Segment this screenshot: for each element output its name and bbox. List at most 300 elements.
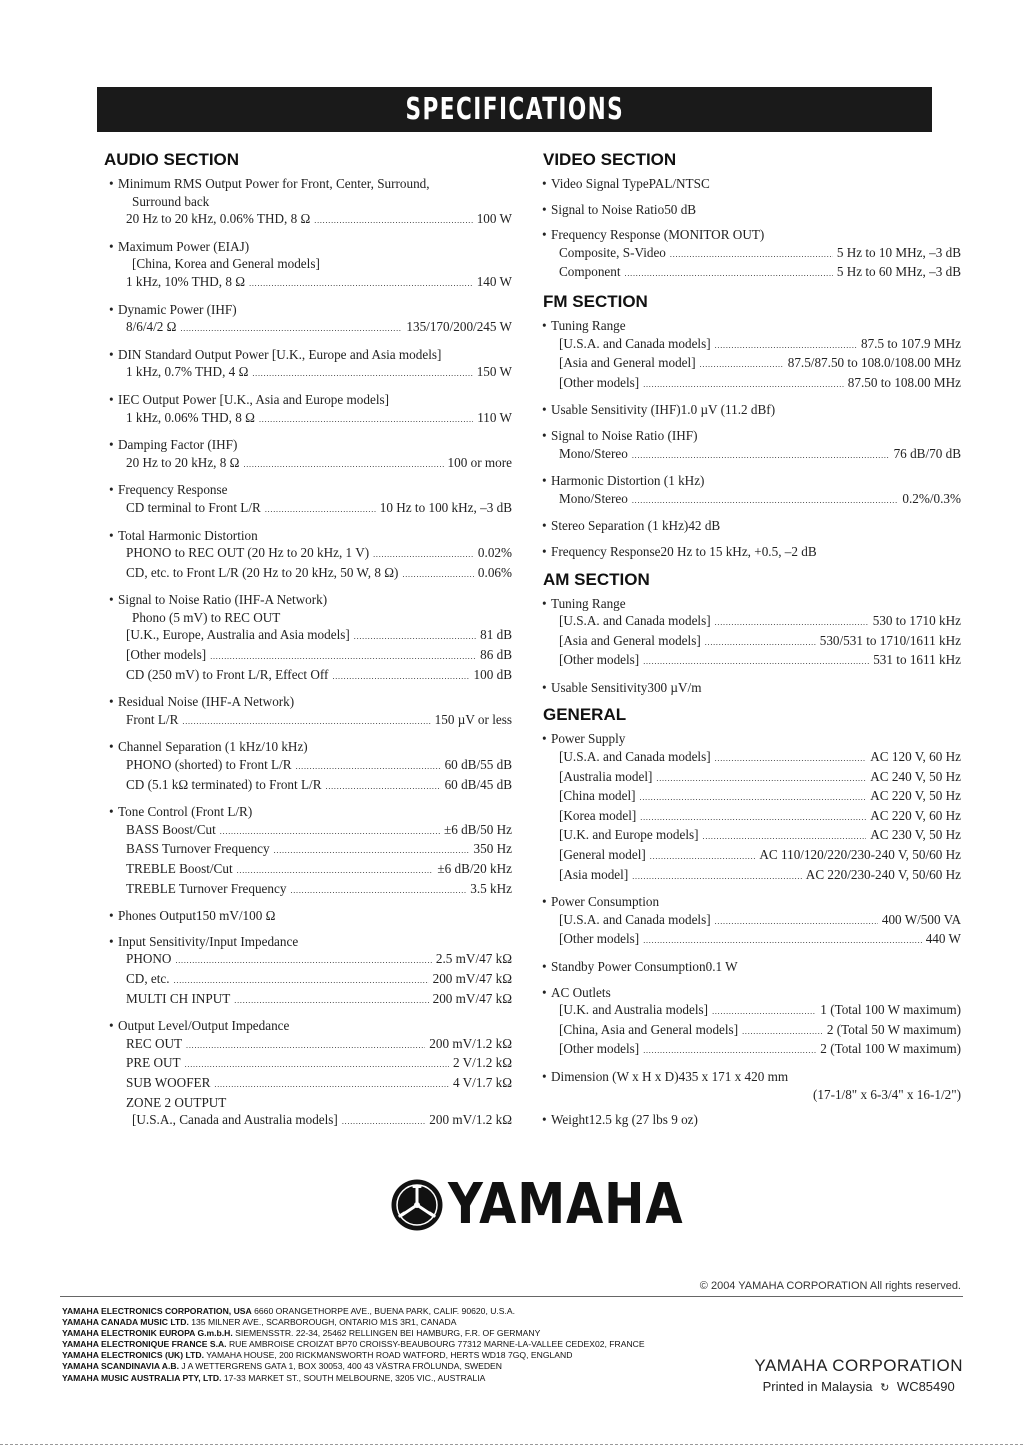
leader-dots xyxy=(314,210,472,230)
spec-item xyxy=(543,175,961,193)
spec-label: • Stereo Separation (1 kHz) xyxy=(551,518,689,534)
spec-line xyxy=(543,445,961,465)
spec-label: BASS Turnover Frequency xyxy=(126,841,270,857)
tuning-forks-emblem-icon xyxy=(390,1178,444,1232)
spec-line xyxy=(543,543,961,561)
spec-value: 3.5 kHz xyxy=(470,880,512,896)
spec-item xyxy=(543,401,961,419)
spec-line xyxy=(110,544,512,564)
spec-item-title: • AC Outlets xyxy=(543,984,961,1002)
spec-label: [General model] xyxy=(559,847,646,863)
spec-line xyxy=(110,646,512,666)
spec-label: Front L/R xyxy=(126,711,179,727)
yamaha-logo xyxy=(390,1172,722,1237)
spec-label: 1 kHz, 0.06% THD, 8 Ω xyxy=(126,409,255,425)
spec-value: 435 x 171 x 420 mm xyxy=(678,1068,789,1084)
company-name: YAMAHA ELECTRONIQUE FRANCE S.A. xyxy=(62,1339,227,1350)
spec-value: PAL/NTSC xyxy=(648,176,710,191)
company-name: YAMAHA ELECTRONICS (UK) LTD. xyxy=(62,1350,204,1361)
leader-dots xyxy=(252,363,472,383)
spec-value: AC 220/230-240 V, 50/60 Hz xyxy=(805,866,961,882)
page-bottom-edge xyxy=(0,1444,1023,1445)
spec-value: 1 (Total 100 W maximum) xyxy=(820,1002,961,1018)
spec-label: [U.S.A. and Canada models] xyxy=(559,911,711,927)
spec-value: 135/170/200/245 W xyxy=(406,319,512,335)
spec-line xyxy=(110,756,512,776)
spec-value: 2.5 mV/47 kΩ xyxy=(435,951,512,967)
spec-label: [Other models] xyxy=(559,652,640,668)
spec-value: 0.06% xyxy=(477,564,512,580)
spec-value: AC 220 V, 60 Hz xyxy=(870,807,961,823)
video-section-title: VIDEO SECTION xyxy=(543,150,677,169)
spec-label: • Phones Output xyxy=(118,908,197,924)
spec-value: 200 mV/1.2 kΩ xyxy=(429,1112,512,1128)
spec-item-title: • Minimum RMS Output Power for Front, Center, Surround, xyxy=(110,175,512,193)
spec-line xyxy=(110,821,512,841)
spec-value: AC 220 V, 50 Hz xyxy=(870,788,961,804)
spec-value: 5 Hz to 60 MHz, –3 dB xyxy=(836,264,961,280)
spec-item-title: • Residual Noise (IHF-A Network) xyxy=(110,693,512,711)
spec-line xyxy=(543,244,961,264)
spec-line xyxy=(543,651,961,671)
spec-item-subtitle: Phono (5 mV) to REC OUT xyxy=(132,609,281,625)
leader-dots xyxy=(243,454,443,474)
spec-item xyxy=(543,984,961,1060)
spec-item-title: • Total Harmonic Distortion xyxy=(110,527,512,545)
spec-label: PHONO (shorted) to Front L/R xyxy=(126,757,292,773)
spec-item-title: • Damping Factor (IHF) xyxy=(110,436,512,454)
spec-line xyxy=(543,201,961,219)
leader-dots xyxy=(174,970,429,990)
spec-label: [U.S.A., Canada and Australia models] xyxy=(132,1112,338,1128)
spec-line xyxy=(543,958,961,976)
right-column xyxy=(543,150,961,1137)
spec-label: [Other models] xyxy=(559,1041,640,1057)
spec-line xyxy=(110,970,512,990)
spec-value: 150 mV/100 Ω xyxy=(196,908,276,924)
spec-item-title: • Output Level/Output Impedance xyxy=(110,1017,512,1035)
spec-item xyxy=(110,527,512,584)
document-code: WC85490 xyxy=(896,1379,955,1394)
spec-label: SUB WOOFER xyxy=(126,1074,211,1090)
spec-item xyxy=(110,1017,512,1131)
company-address: J A WETTERGRENS GATA 1, BOX 30053, 400 43 VÄSTRA FRÖLUNDA, SWEDEN xyxy=(181,1361,502,1372)
spec-line xyxy=(543,374,961,394)
spec-item-title: • Signal to Noise Ratio (IHF-A Network) xyxy=(110,591,512,609)
spec-item-title: • Tuning Range xyxy=(543,317,961,335)
spec-value: 100 dB xyxy=(473,666,512,682)
spec-line xyxy=(110,273,512,293)
leader-dots xyxy=(643,651,869,671)
spec-line xyxy=(543,911,961,931)
company-address: YAMAHA HOUSE, 200 RICKMANSWORTH ROAD WATFORD, HERTS WD18 7GQ, ENGLAND xyxy=(206,1350,573,1361)
spec-label: 20 Hz to 20 kHz, 0.06% THD, 8 Ω xyxy=(126,211,311,227)
spec-item-title: • Harmonic Distortion (1 kHz) xyxy=(543,472,961,490)
address-row xyxy=(62,1373,645,1384)
spec-label: 20 Hz to 20 kHz, 8 Ω xyxy=(126,454,240,470)
spec-item-title: • DIN Standard Output Power [U.K., Europe and Asia models] xyxy=(110,346,512,364)
address-list xyxy=(62,1306,645,1384)
spec-value: 110 W xyxy=(477,409,512,425)
spec-label: • Frequency Response xyxy=(551,543,661,559)
leader-dots xyxy=(332,666,469,686)
spec-item-title-cont: Surround back xyxy=(132,193,210,209)
spec-value: 2 (Total 100 W maximum) xyxy=(820,1041,961,1057)
leader-dots xyxy=(326,776,441,796)
left-column xyxy=(104,150,512,1139)
spec-item xyxy=(543,730,961,885)
spec-line xyxy=(110,1111,512,1131)
leader-dots xyxy=(632,866,802,886)
leader-dots xyxy=(175,950,431,970)
spec-label: Composite, S-Video xyxy=(559,244,666,260)
spec-label: REC OUT xyxy=(126,1035,183,1051)
spec-label: • Usable Sensitivity (IHF) xyxy=(551,402,681,418)
spec-line xyxy=(543,826,961,846)
leader-dots xyxy=(296,756,441,776)
spec-label: [U.K. and Europe models] xyxy=(559,827,699,843)
company-name: YAMAHA ELECTRONIK EUROPA G.m.b.H. xyxy=(62,1328,233,1339)
spec-line xyxy=(543,632,961,652)
spec-item-title: • Power Consumption xyxy=(543,893,961,911)
spec-item xyxy=(110,238,512,293)
leader-dots xyxy=(625,263,833,283)
spec-line xyxy=(110,626,512,646)
spec-label: • Standby Power Consumption xyxy=(551,959,706,974)
spec-value: 87.5 to 107.9 MHz xyxy=(860,335,961,351)
page-title: SPECIFICATIONS xyxy=(405,92,624,127)
spec-item xyxy=(543,1111,961,1129)
spec-line xyxy=(543,866,961,886)
spec-value: AC 110/120/220/230-240 V, 50/60 Hz xyxy=(759,847,961,863)
spec-line xyxy=(543,1001,961,1021)
spec-value: 400 W/500 VA xyxy=(881,911,961,927)
leader-dots xyxy=(715,911,878,931)
spec-value: 100 or more xyxy=(447,454,512,470)
address-row xyxy=(62,1328,645,1339)
spec-value: 76 dB/70 dB xyxy=(893,445,961,461)
spec-item xyxy=(110,481,512,518)
spec-value: 530/531 to 1710/1611 kHz xyxy=(819,632,961,648)
spec-line xyxy=(110,499,512,519)
spec-label: [China model] xyxy=(559,788,636,804)
spec-label: CD terminal to Front L/R xyxy=(126,499,261,515)
spec-item-title: • Signal to Noise Ratio (IHF) xyxy=(543,427,961,445)
leader-dots xyxy=(290,880,466,900)
spec-line xyxy=(543,768,961,788)
spec-value: 530 to 1710 kHz xyxy=(872,613,961,629)
spec-label: PHONO to REC OUT (20 Hz to 20 kHz, 1 V) xyxy=(126,545,370,561)
recycle-mark-icon: ↻ xyxy=(880,1382,890,1394)
spec-value: 60 dB/55 dB xyxy=(444,757,512,773)
company-address: SIEMENSSTR. 22-34, 25462 RELLINGEN BEI HAMBURG, F.R. OF GERMANY xyxy=(235,1328,541,1339)
spec-line xyxy=(543,930,961,950)
spec-item xyxy=(110,436,512,473)
spec-item xyxy=(110,301,512,338)
spec-item xyxy=(543,317,961,393)
spec-value: 20 Hz to 15 kHz, +0.5, –2 dB xyxy=(660,543,817,559)
yamaha-wordmark: YAMAHA xyxy=(448,1172,684,1237)
spec-line xyxy=(543,1040,961,1060)
leader-dots xyxy=(643,1040,816,1060)
specifications-banner xyxy=(97,87,932,132)
spec-line xyxy=(543,401,961,419)
spec-label: [U.K. and Australia models] xyxy=(559,1002,709,1018)
leader-dots xyxy=(715,612,869,632)
spec-item-title: • Channel Separation (1 kHz/10 kHz) xyxy=(110,738,512,756)
address-row xyxy=(62,1361,645,1372)
leader-dots xyxy=(180,318,402,338)
spec-line xyxy=(110,1074,512,1094)
spec-line xyxy=(110,454,512,474)
leader-dots xyxy=(373,544,474,564)
spec-value: 81 dB xyxy=(480,627,512,643)
spec-label: [Australia model] xyxy=(559,768,653,784)
spec-value: 440 W xyxy=(925,931,961,947)
spec-line xyxy=(543,1021,961,1041)
leader-dots xyxy=(210,646,476,666)
spec-value: 10 Hz to 100 kHz, –3 dB xyxy=(379,499,512,515)
corporation-block xyxy=(754,1356,963,1394)
spec-value: 300 µV/m xyxy=(647,679,702,695)
spec-label: 1 kHz, 0.7% THD, 4 Ω xyxy=(126,364,249,380)
spec-value-extra: (17-1/8" x 6-3/4" x 16-1/2") xyxy=(812,1086,961,1102)
spec-value: 42 dB xyxy=(688,518,721,534)
spec-label: • Usable Sensitivity xyxy=(551,679,648,695)
spec-item-title: • Frequency Response (MONITOR OUT) xyxy=(543,226,961,244)
spec-item-title: • Power Supply xyxy=(543,730,961,748)
spec-label: [U.S.A. and Canada models] xyxy=(559,335,711,351)
spec-label: [Other models] xyxy=(559,931,640,947)
spec-value: 200 mV/1.2 kΩ xyxy=(429,1035,512,1051)
spec-line xyxy=(110,711,512,731)
leader-dots xyxy=(643,930,922,950)
spec-value: 0.02% xyxy=(477,545,512,561)
leader-dots xyxy=(650,846,756,866)
spec-value: 100 W xyxy=(476,211,512,227)
spec-item xyxy=(543,472,961,509)
leader-dots xyxy=(274,840,470,860)
spec-label: TREBLE Boost/Cut xyxy=(126,861,233,876)
spec-label: Mono/Stereo xyxy=(559,445,628,461)
spec-value: AC 230 V, 50 Hz xyxy=(870,827,961,843)
leader-dots xyxy=(259,409,473,429)
spec-item-title: • Tuning Range xyxy=(543,595,961,613)
spec-label: CD (5.1 kΩ terminated) to Front L/R xyxy=(126,776,322,792)
spec-item xyxy=(543,543,961,561)
spec-value: 5 Hz to 10 MHz, –3 dB xyxy=(836,244,961,260)
spec-value: 531 to 1611 kHz xyxy=(873,652,961,668)
spec-line xyxy=(543,335,961,355)
spec-line xyxy=(110,990,512,1010)
spec-item xyxy=(110,803,512,899)
spec-line xyxy=(110,210,512,230)
spec-value: 86 dB xyxy=(480,647,512,663)
spec-line xyxy=(543,1111,961,1129)
spec-item-title: • Tone Control (Front L/R) xyxy=(110,803,512,821)
spec-label: [Other models] xyxy=(559,374,640,390)
spec-label: PRE OUT xyxy=(126,1055,181,1071)
spec-value: ±6 dB/20 kHz xyxy=(437,861,512,876)
leader-dots xyxy=(237,860,434,880)
spec-line xyxy=(543,748,961,768)
spec-line xyxy=(110,907,512,925)
spec-item xyxy=(543,595,961,671)
spec-value: 150 W xyxy=(476,364,512,380)
spec-value: ±6 dB/50 Hz xyxy=(443,821,512,837)
company-name: YAMAHA SCANDINAVIA A.B. xyxy=(62,1361,179,1372)
leader-dots xyxy=(715,748,867,768)
spec-value: AC 240 V, 50 Hz xyxy=(870,768,961,784)
spec-item-title: • Input Sensitivity/Input Impedance xyxy=(110,933,512,951)
print-info xyxy=(754,1379,963,1394)
leader-dots xyxy=(656,768,866,788)
audio-section-title: AUDIO SECTION xyxy=(104,150,240,169)
spec-label: [Korea model] xyxy=(559,807,637,823)
leader-dots xyxy=(640,787,867,807)
spec-item xyxy=(110,346,512,383)
spec-value: 200 mV/47 kΩ xyxy=(432,990,512,1006)
spec-value: 4 V/1.7 kΩ xyxy=(452,1074,512,1090)
spec-line xyxy=(543,490,961,510)
spec-item-title: • Maximum Power (EIAJ) xyxy=(110,238,512,256)
spec-value: 350 Hz xyxy=(473,841,512,857)
leader-dots xyxy=(632,445,890,465)
spec-line xyxy=(110,318,512,338)
spec-item xyxy=(110,933,512,1009)
spec-label: • Video Signal Type xyxy=(551,176,649,191)
spec-label: [U.S.A. and Canada models] xyxy=(559,613,711,629)
spec-item xyxy=(110,175,512,230)
spec-value: AC 120 V, 60 Hz xyxy=(870,749,961,765)
address-row xyxy=(62,1306,645,1317)
copyright-notice: © 2004 YAMAHA CORPORATION All rights reserved. xyxy=(699,1280,961,1292)
spec-line xyxy=(110,880,512,900)
spec-line xyxy=(110,1054,512,1074)
spec-value: 1.0 µV (11.2 dBf) xyxy=(680,402,776,418)
spec-item xyxy=(110,591,512,685)
spec-line xyxy=(543,612,961,632)
spec-label: [Asia model] xyxy=(559,866,629,882)
spec-line xyxy=(543,263,961,283)
spec-value: 87.5/87.50 to 108.0/108.00 MHz xyxy=(787,355,961,371)
spec-item xyxy=(543,517,961,535)
leader-dots xyxy=(632,490,899,510)
spec-item-title: • Frequency Response xyxy=(110,481,512,499)
spec-label: Component xyxy=(559,264,621,280)
spec-item xyxy=(543,1068,961,1103)
spec-line xyxy=(543,846,961,866)
spec-line xyxy=(110,363,512,383)
leader-dots xyxy=(715,335,857,355)
spec-line xyxy=(543,354,961,374)
corporation-name: YAMAHA CORPORATION xyxy=(754,1356,963,1375)
spec-line xyxy=(110,409,512,429)
spec-label: [U.S.A. and Canada models] xyxy=(559,749,711,765)
company-address: 135 MILNER AVE., SCARBOROUGH, ONTARIO M1S 3R1, CANADA xyxy=(191,1317,457,1328)
spec-line xyxy=(110,776,512,796)
leader-dots xyxy=(402,564,473,584)
spec-item-subtitle: [China, Korea and General models] xyxy=(132,256,320,272)
spec-line xyxy=(543,1068,961,1086)
spec-item xyxy=(543,226,961,283)
leader-dots xyxy=(354,626,476,646)
spec-item-title: • Dynamic Power (IHF) xyxy=(110,301,512,319)
spec-line xyxy=(110,860,512,880)
spec-label: CD (250 mV) to Front L/R, Effect Off xyxy=(126,666,329,682)
spec-label: PHONO xyxy=(126,951,172,967)
spec-label: • Weight xyxy=(551,1112,589,1128)
company-address: 17-33 MARKET ST., SOUTH MELBOURNE, 3205 VIC., AUSTRALIA xyxy=(223,1372,486,1383)
spec-value: 150 µV or less xyxy=(434,711,512,727)
spec-value: 2 V/1.2 kΩ xyxy=(452,1055,512,1071)
spec-label: [Asia and General model] xyxy=(559,355,696,371)
spec-line xyxy=(543,807,961,827)
spec-label: CD, etc. xyxy=(126,970,170,986)
spec-value: 12.5 kg (27 lbs 9 oz) xyxy=(588,1112,698,1128)
spec-line xyxy=(543,787,961,807)
leader-dots xyxy=(712,1001,816,1021)
address-row xyxy=(62,1350,645,1361)
address-row xyxy=(62,1339,645,1350)
spec-line xyxy=(543,679,961,697)
spec-item xyxy=(543,893,961,950)
spec-label: TREBLE Turnover Frequency xyxy=(126,880,287,896)
leader-dots xyxy=(640,807,866,827)
leader-dots xyxy=(234,990,428,1010)
leader-dots xyxy=(703,826,867,846)
spec-label: CD, etc. to Front L/R (20 Hz to 20 kHz, 50 W, 8 Ω) xyxy=(126,564,399,580)
spec-item-title: • IEC Output Power [U.K., Asia and Europe models] xyxy=(110,391,512,409)
spec-label: Mono/Stereo xyxy=(559,490,628,506)
spec-value: 200 mV/47 kΩ xyxy=(432,970,512,986)
spec-label: • Dimension (W x H x D) xyxy=(551,1068,679,1084)
spec-label: BASS Boost/Cut xyxy=(126,821,216,837)
leader-dots xyxy=(742,1021,823,1041)
leader-dots xyxy=(670,244,833,264)
footer-divider xyxy=(60,1296,963,1297)
fm-section-title: FM SECTION xyxy=(543,291,648,311)
spec-value: 50 dB xyxy=(664,201,697,217)
spec-line xyxy=(110,840,512,860)
general-section-title: GENERAL xyxy=(543,705,627,725)
spec-value: 2 (Total 50 W maximum) xyxy=(826,1021,961,1037)
spec-value: 60 dB/45 dB xyxy=(444,776,512,792)
spec-line xyxy=(110,950,512,970)
spec-value: 87.50 to 108.00 MHz xyxy=(847,374,961,390)
company-name: YAMAHA ELECTRONICS CORPORATION, USA xyxy=(62,1306,252,1316)
leader-dots xyxy=(186,1035,425,1055)
spec-label: [China, Asia and General models] xyxy=(559,1021,739,1037)
leader-dots xyxy=(185,1054,449,1074)
spec-line xyxy=(110,564,512,584)
spec-line xyxy=(543,175,961,193)
spec-line xyxy=(543,517,961,535)
spec-label: [U.K., Europe, Australia and Asia models] xyxy=(126,627,350,643)
spec-label: [Asia and General models] xyxy=(559,632,701,648)
spec-item xyxy=(110,693,512,730)
leader-dots xyxy=(220,821,440,841)
address-row xyxy=(62,1317,645,1328)
spec-item xyxy=(543,201,961,219)
company-address: RUE AMBROISE CROIZAT BP70 CROISSY-BEAUBOURG 77312 MARNE-LA-VALLEE CEDEX02, FRANCE xyxy=(228,1339,645,1350)
spec-item xyxy=(543,427,961,464)
spec-item xyxy=(543,679,961,697)
leader-dots xyxy=(214,1074,449,1094)
spec-item xyxy=(543,958,961,976)
spec-value: 0.2%/0.3% xyxy=(902,490,961,506)
spec-label: 1 kHz, 10% THD, 8 Ω xyxy=(126,273,246,289)
